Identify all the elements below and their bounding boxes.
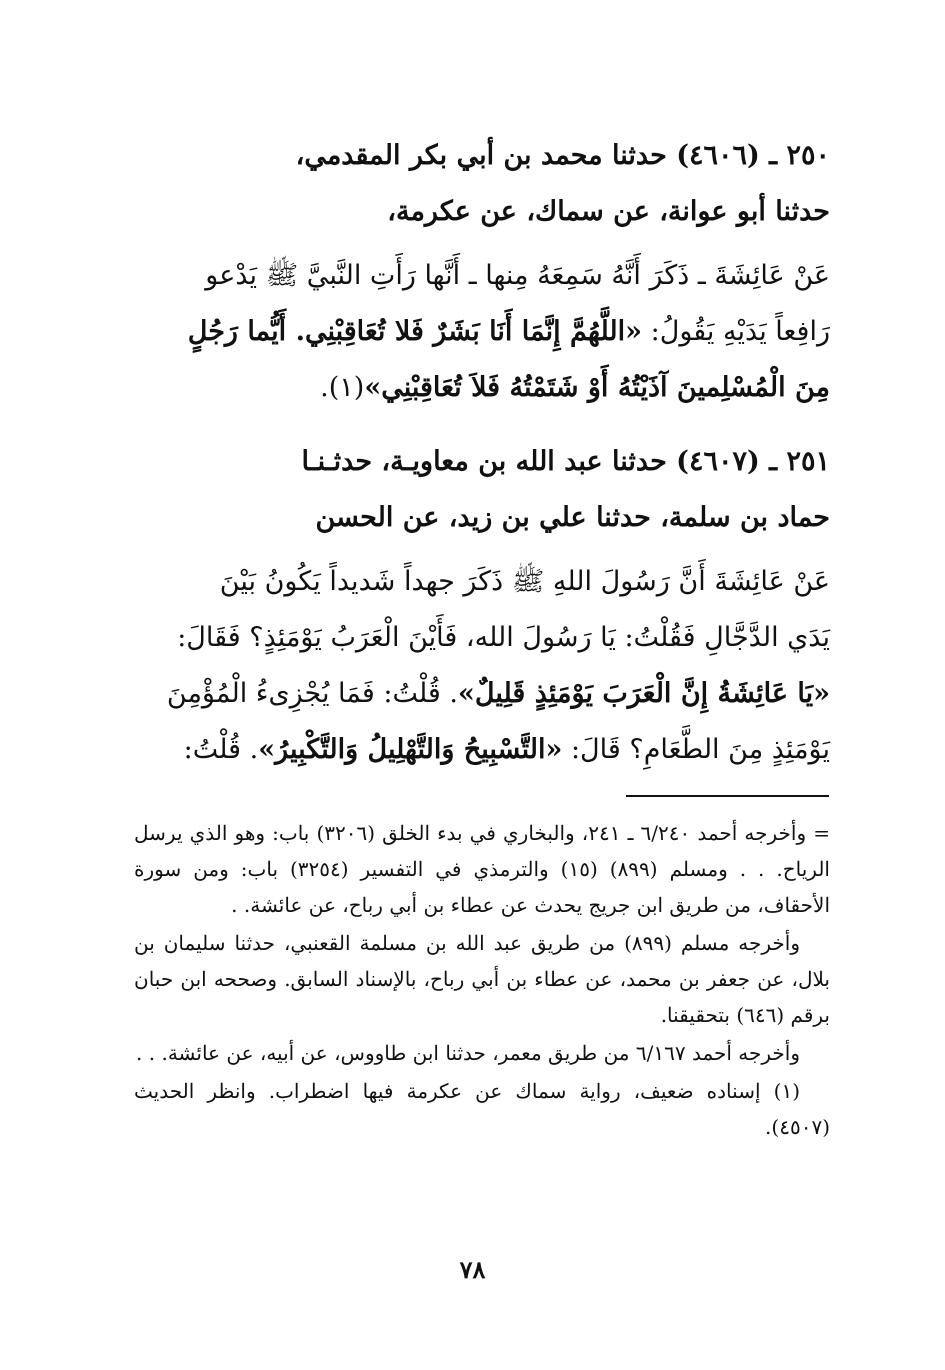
footnote-paragraph-1: = وأخرجه أحمد ٦/٢٤٠ ـ ٢٤١، والبخاري في بدء الخلق (٣٢٠٦) باب: وهو الذي يرسل الرياح. . . ومسلم (٨٩٩) (١٥) والترمذي في التفسير (٣٢٥٤) باب: ومن سورة الأحقاف، من طريق ابن جريج يحدث عن عطاء بن أبي رباح، عن عائشة. . <box>134 821 830 917</box>
hadith-250-text-line-1: عَنْ عَائِشَةَ ـ ذَكَرَ أَنَّهُ سَمِعَهُ مِنها ـ أَنَّها رَأَتِ النَّبيَّ ﷺ يَدْعو <box>205 260 830 291</box>
hadith-251-text-line-4-plain: يَوْمَئِذٍ مِنَ الطَّعَامِ؟ قَالَ: <box>562 734 830 765</box>
hadith-250-text-line-2-plain: رَافِعاً يَدَيْهِ يَقُولُ: <box>642 316 830 347</box>
footnote-divider <box>626 795 829 797</box>
hadith-251-text-line-3-plain: . قُلْتُ: فَمَا يُجْزِىءُ الْمُؤْمِنَ <box>166 678 458 709</box>
hadith-250-text <box>130 248 830 416</box>
hadith-250-prophet-quote-part-1: «اللَّهُمَّ إِنَّمَا أَنَا بَشَرٌ فَلا تُعَاقِبْنِي. أَيُّما رَجُلٍ <box>187 316 643 347</box>
hadith-251-text-line-4 <box>130 722 830 778</box>
hadith-250-isnad-line-1: ٢٥٠ ـ (٤٦٠٦) حدثنا محمد بن أبي بكر المقدمي، <box>295 140 830 171</box>
footnote-paragraph-2: وأخرجه مسلم (٨٩٩) من طريق عبد الله بن مسلمة القعنبي، حدثنا سليمان بن بلال، عن جعفر بن محمد، عن عطاء بن أبي رباح، بالإسناد السابق. وصححه ابن حبان برقم (٦٤٦) بتحقيقنا. <box>134 931 830 1027</box>
page-number: ٧٨ <box>459 1255 486 1284</box>
hadith-251-isnad-line-1: ٢٥١ ـ (٤٦٠٧) حدثنا عبد الله بن معاويـة، حدثـنـا <box>301 446 830 477</box>
hadith-250-isnad-line-2: حدثنا أبو عوانة، عن سماك، عن عكرمة، <box>387 196 830 227</box>
hadith-251-prophet-quote-1: «يَا عَائِشَةُ إِنَّ الْعَرَبَ يَوْمَئِذٍ قَلِيلٌ» <box>458 678 830 709</box>
footnote-marker-1: (١). <box>320 372 365 403</box>
hadith-251-text-line-4-end: . قُلْتُ: <box>183 734 259 765</box>
hadith-251-isnad <box>130 434 830 546</box>
footnote-paragraph-3: وأخرجه أحمد ٦/١٦٧ من طريق معمر، حدثنا ابن طاووس، عن أبيه، عن عائشة. . . <box>136 1041 800 1065</box>
hadith-250-prophet-quote-part-2: مِنَ الْمُسْلِمينَ آذَيْتُهُ أَوْ شَتَمْتُهُ فَلاَ تُعَاقِبْنِي» <box>364 372 830 403</box>
hadith-251-text-line-1: عَنْ عَائِشَةَ أَنَّ رَسُولَ اللهِ ﷺ ذَكَرَ جهداً شَديداً يَكُونُ بَيْنَ <box>219 566 830 597</box>
main-text-area <box>130 128 830 796</box>
hadith-251-prophet-quote-2: «التَّسْبِيحُ وَالتَّهْلِيلُ وَالتَّكْبِيرُ» <box>258 734 563 765</box>
footnotes-section <box>134 815 830 1147</box>
hadith-250-text-line-2 <box>130 304 830 360</box>
hadith-251-isnad-line-2: حماد بن سلمة، حدثنا علي بن زيد، عن الحسن <box>315 502 830 533</box>
hadith-251-text-line-2: يَدَي الدَّجَّالِ فَقُلْتُ: يَا رَسُولَ الله، فَأَيْنَ الْعَرَبُ يَوْمَئِذٍ؟ فَقَالَ: <box>177 622 830 653</box>
hadith-250-isnad <box>130 128 830 240</box>
footnote-paragraph-4: (١) إسناده ضعيف، رواية سماك عن عكرمة فيها اضطراب. وانظر الحديث (٤٥٠٧). <box>134 1079 830 1139</box>
hadith-250-text-line-3 <box>130 360 830 416</box>
hadith-251-text-line-3 <box>130 666 830 722</box>
hadith-251-text <box>130 554 830 778</box>
